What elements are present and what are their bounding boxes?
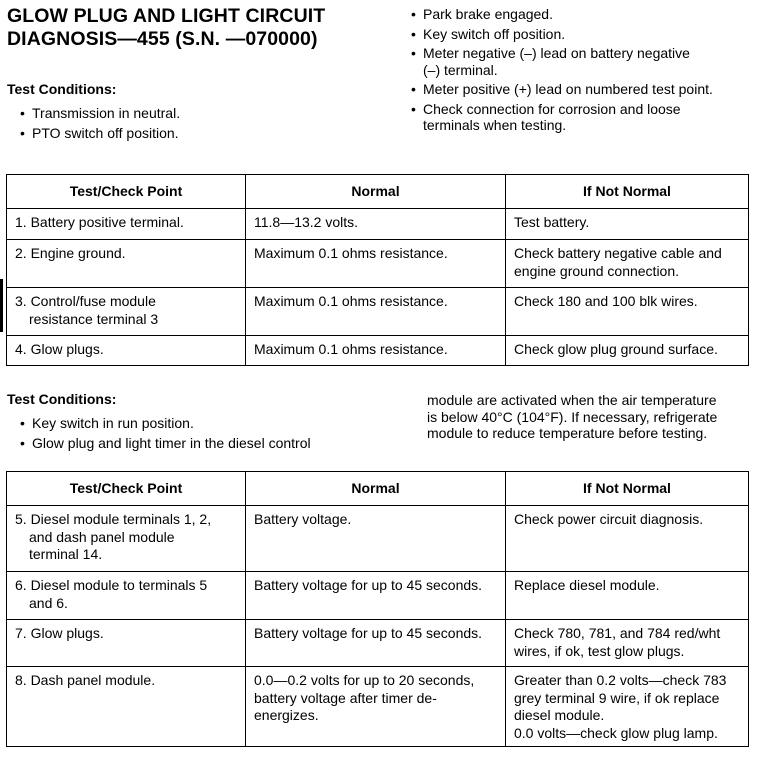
table-header-row xyxy=(7,472,749,506)
conditions-continuation: module are activated when the air temperature is below 40°C (104°F). If necessary, refrigerate module to reduce temperature before testing. xyxy=(427,392,718,441)
table-row xyxy=(7,240,749,288)
condition-item: • Park brake engaged. xyxy=(408,6,768,23)
cell-normal: Battery voltage. xyxy=(246,506,506,572)
cell-not-normal: Check power circuit diagnosis. xyxy=(506,506,749,572)
table-row xyxy=(7,209,749,240)
condition-item: • Meter positive (+) lead on numbered test point. xyxy=(408,81,768,98)
cell-not-normal: Check 780, 781, and 784 red/wht wires, if ok, test glow plugs. xyxy=(506,620,749,667)
test-conditions-list-1-right xyxy=(408,6,768,134)
cell-normal: Battery voltage for up to 45 seconds. xyxy=(246,620,506,667)
condition-item: • Glow plug and light timer in the diesel control xyxy=(17,435,347,452)
header-normal: Normal xyxy=(246,175,506,209)
cell-not-normal: Check battery negative cable and engine ground connection. xyxy=(506,240,749,288)
cell-point: 8. Dash panel module. xyxy=(7,667,246,747)
title-line-2: DIAGNOSIS—455 (S.N. —070000) xyxy=(7,28,318,50)
condition-item: • Key switch in run position. xyxy=(17,415,347,432)
header-if-not-normal: If Not Normal xyxy=(506,175,749,209)
cell-point: 2. Engine ground. xyxy=(7,240,246,288)
condition-item: • Transmission in neutral. xyxy=(17,105,317,122)
header-if-not-normal: If Not Normal xyxy=(506,472,749,506)
header-normal: Normal xyxy=(246,472,506,506)
cell-normal: Battery voltage for up to 45 seconds. xyxy=(246,572,506,620)
test-conditions-list-1-left xyxy=(17,105,317,141)
table-row xyxy=(7,620,749,667)
test-conditions-heading-2: Test Conditions: xyxy=(7,391,117,407)
table-row xyxy=(7,288,749,336)
cell-point: 5. Diesel module terminals 1, 2, and dash panel module terminal 14. xyxy=(7,506,246,572)
cell-not-normal: Test battery. xyxy=(506,209,749,240)
condition-item: • Meter negative (–) lead on battery negative (–) terminal. xyxy=(408,45,768,78)
diagnosis-table-1 xyxy=(6,174,749,366)
page-title xyxy=(7,5,397,51)
table-row xyxy=(7,667,749,747)
cell-normal: Maximum 0.1 ohms resistance. xyxy=(246,288,506,336)
test-conditions-heading-1: Test Conditions: xyxy=(7,81,117,97)
condition-item: • Check connection for corrosion and loose terminals when testing. xyxy=(408,101,768,134)
cell-normal: 0.0—0.2 volts for up to 20 seconds, battery voltage after timer de- energizes. xyxy=(246,667,506,747)
change-bar xyxy=(0,279,3,332)
condition-item: • PTO switch off position. xyxy=(17,125,317,142)
title-line-1: GLOW PLUG AND LIGHT CIRCUIT xyxy=(7,5,326,27)
cell-point: 4. Glow plugs. xyxy=(7,336,246,366)
cell-normal: 11.8—13.2 volts. xyxy=(246,209,506,240)
cell-not-normal: Check glow plug ground surface. xyxy=(506,336,749,366)
cell-not-normal: Check 180 and 100 blk wires. xyxy=(506,288,749,336)
cell-point: 1. Battery positive terminal. xyxy=(7,209,246,240)
condition-item: • Key switch off position. xyxy=(408,26,768,43)
table-row xyxy=(7,572,749,620)
header-test-check-point: Test/Check Point xyxy=(7,472,246,506)
diagnosis-table-2 xyxy=(6,471,749,747)
test-conditions-list-2-left xyxy=(17,415,347,451)
header-test-check-point: Test/Check Point xyxy=(7,175,246,209)
cell-point: 3. Control/fuse module resistance terminal 3 xyxy=(7,288,246,336)
cell-point: 7. Glow plugs. xyxy=(7,620,246,667)
table-row xyxy=(7,506,749,572)
cell-point: 6. Diesel module to terminals 5 and 6. xyxy=(7,572,246,620)
cell-normal: Maximum 0.1 ohms resistance. xyxy=(246,336,506,366)
table-header-row xyxy=(7,175,749,209)
cell-not-normal: Replace diesel module. xyxy=(506,572,749,620)
cell-not-normal: Greater than 0.2 volts—check 783 grey terminal 9 wire, if ok replace diesel module. 0.0 volts—check glow plug lamp. xyxy=(506,667,749,747)
cell-normal: Maximum 0.1 ohms resistance. xyxy=(246,240,506,288)
table-row xyxy=(7,336,749,366)
